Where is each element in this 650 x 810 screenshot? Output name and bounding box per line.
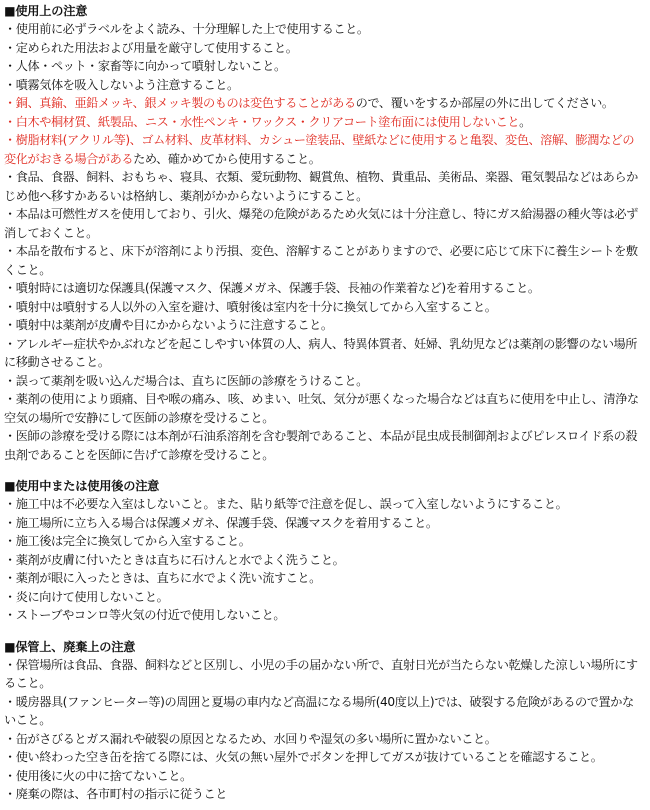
precaution-item — [4, 693, 644, 730]
precaution-text: ・人体・ペット・家畜等に向かって噴射しないこと。 — [4, 59, 286, 73]
precaution-item — [4, 785, 644, 804]
precaution-item — [4, 532, 644, 551]
precaution-item — [4, 39, 644, 58]
precaution-item — [4, 569, 644, 588]
precaution-item — [4, 767, 644, 786]
precaution-item — [4, 57, 644, 76]
precaution-text: ため、確かめてから使用すること。 — [133, 151, 321, 166]
precaution-text: ・施工後は完全に換気してから入室すること。 — [4, 534, 251, 548]
precaution-text: ・薬剤の使用により頭痛、目や喉の痛み、咳、めまい、吐気、気分が悪くなった場合などは直ちに使用を中止し、清浄な空気の場所で安静にして医師の診療を受けること。 — [4, 392, 639, 425]
precaution-item — [4, 588, 644, 607]
section-title: ■保管上、廃棄上の注意 — [4, 639, 136, 654]
precaution-item — [4, 205, 644, 242]
precaution-item — [4, 113, 644, 132]
precaution-text: ・薬剤が皮膚に付いたときは直ちに石けんと水でよく洗うこと。 — [4, 552, 345, 567]
precaution-text: ・食品、食器、飼料、おもちゃ、寝具、衣類、愛玩動物、観賞魚、植物、貴重品、美術品、楽器、電気製品などはあらかじめ他へ移すかあるいは格納し、薬剤がかからないようにすること。 — [4, 170, 638, 203]
highlighted-warning-text: ・樹脂材料(アクリル等)、ゴム材料、皮革材料、カシュー塗装品、壁紙などに使用すると亀裂、変色、溶解、膨潤などの変化がおきる場合がある — [4, 133, 635, 166]
precaution-text: ・本品を散布すると、床下が溶剤により汚損、変色、溶解することがありますので、必要に応じて床下に養生シートを敷くこと。 — [4, 244, 638, 277]
precaution-list — [4, 20, 644, 464]
precaution-text: 。 — [519, 114, 531, 129]
precaution-item — [4, 168, 644, 205]
precaution-item — [4, 606, 644, 625]
during-after-use-precautions-section — [4, 477, 644, 625]
precaution-item — [4, 730, 644, 749]
precaution-text: ・炎に向けて使用しないこと。 — [4, 589, 169, 604]
precaution-item — [4, 495, 644, 514]
precaution-text: ・缶がさびるとガス漏れや破裂の原因となるため、水回りや湿気の多い場所に置かないこと。 — [4, 731, 497, 746]
precaution-item — [4, 427, 644, 464]
precaution-item — [4, 316, 644, 335]
precaution-text: ・使用後に火の中に捨てないこと。 — [4, 768, 192, 783]
precaution-text: ・使用前に必ずラベルをよく読み、十分理解した上で使用すること。 — [4, 22, 369, 36]
precaution-item — [4, 551, 644, 570]
precaution-text: ・薬剤が眼に入ったときは、直ちに水でよく洗い流すこと。 — [4, 571, 321, 585]
precaution-item — [4, 94, 644, 113]
precaution-item — [4, 656, 644, 693]
precaution-text: ・本品は可燃性ガスを使用しており、引火、爆発の危険があるため火気には十分注意し、特にガス給湯器の種火等は必ず消しておくこと。 — [4, 207, 638, 240]
highlighted-warning-text: ・白木や桐材質、紙製品、ニス・水性ペンキ・ワックス・クリアコート塗布面には使用しないこと — [4, 114, 520, 129]
precaution-text: ・保管場所は食品、食器、飼料などと区別し、小児の手の届かない所で、直射日光が当たらない乾燥した涼しい場所にすること。 — [4, 657, 638, 690]
precaution-item — [4, 372, 644, 391]
precaution-list — [4, 495, 644, 625]
precaution-item — [4, 131, 644, 168]
precaution-text: ・噴射中は薬剤が皮膚や目にかからないように注意すること。 — [4, 318, 333, 332]
precaution-item — [4, 279, 644, 298]
precaution-text: ・噴霧気体を吸入しないよう注意すること。 — [4, 77, 239, 92]
precaution-text: ・噴射中は噴射する人以外の入室を避け、噴射後は室内を十分に換気してから入室すること。 — [4, 299, 497, 314]
precaution-text: ・暖房器具(ファンヒーター等)の周囲と夏場の車内など高温になる場所(40度以上)では、破裂する危険があるので置かないこと。 — [4, 694, 634, 727]
precaution-text: ・ストーブやコンロ等火気の付近で使用しないこと。 — [4, 608, 286, 622]
precaution-text: ・アレルギー症状やかぶれなどを起こしやすい体質の人、病人、特異体質者、妊婦、乳幼児などは薬剤の影響のない場所に移動させること。 — [4, 336, 638, 369]
precaution-item — [4, 514, 644, 533]
precaution-text: ・噴射時には適切な保護具(保護マスク、保護メガネ、保護手袋、長袖の作業着など)を着用すること。 — [4, 281, 540, 295]
storage-disposal-precautions-section — [4, 638, 644, 804]
precaution-item — [4, 242, 644, 279]
usage-precautions-section — [4, 2, 644, 464]
precaution-item — [4, 390, 644, 427]
highlighted-warning-text: ・銅、真鍮、亜鉛メッキ、銀メッキ製のものは変色することがある — [4, 96, 356, 110]
precaution-text: ・使い終わった空き缶を捨てる際には、火気の無い屋外でボタンを押してガスが抜けていることを確認すること。 — [4, 750, 603, 764]
precaution-text: ので、覆いをするか部屋の外に出してください。 — [355, 96, 614, 110]
precaution-item — [4, 335, 644, 372]
section-title: ■使用中または使用後の注意 — [4, 479, 160, 493]
precaution-list — [4, 656, 644, 804]
precaution-text: ・廃棄の際は、各市町村の指示に従うこと — [4, 787, 228, 801]
precaution-item — [4, 748, 644, 767]
precaution-text: ・医師の診療を受ける際には本剤が石油系溶剤を含む製剤であること、本品が昆虫成長制御剤およびピレスロイド系の殺虫剤であることを医師に告げて診療を受けること。 — [4, 429, 638, 462]
precaution-item — [4, 76, 644, 95]
precaution-item — [4, 298, 644, 317]
section-title: ■使用上の注意 — [4, 4, 88, 18]
precaution-text: ・施工中は不必要な入室はしないこと。また、貼り紙等で注意を促し、誤って入室しないようにすること。 — [4, 497, 568, 511]
precaution-item — [4, 20, 644, 39]
precaution-text: ・施工場所に立ち入る場合は保護メガネ、保護手袋、保護マスクを着用すること。 — [4, 515, 438, 530]
precaution-text: ・誤って薬剤を吸い込んだ場合は、直ちに医師の診療をうけること。 — [4, 373, 368, 388]
precaution-text: ・定められた用法および用量を厳守して使用すること。 — [4, 40, 298, 55]
